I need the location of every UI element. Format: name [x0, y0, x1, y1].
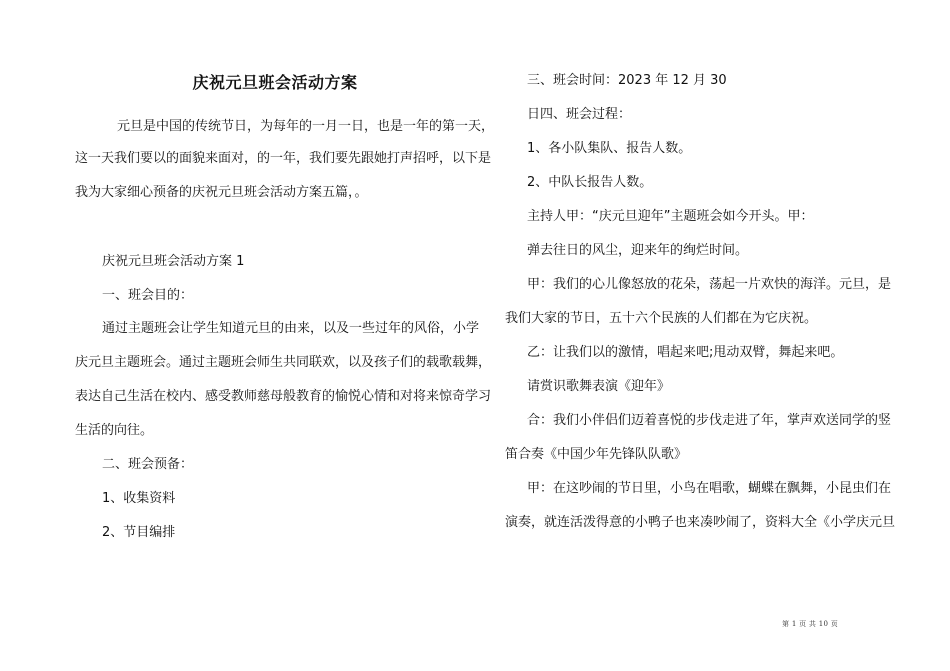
paragraph-line: 这一天我们要以的面貌来面对，的一年，我们要先跟她打声招呼，以下是 — [75, 151, 492, 166]
section-heading: 一、班会目的： — [102, 288, 194, 303]
list-item: 2、中队长报告人数。 — [527, 175, 653, 190]
paragraph-line: 合：我们小伴侣们迈着喜悦的步伐走进了年，掌声欢送同学的竖 — [527, 413, 892, 428]
list-item: 1、各小队集队、报告人数。 — [527, 141, 692, 156]
paragraph-line: 甲：我们的心儿像怒放的花朵，荡起一片欢快的海洋。元旦，是 — [527, 277, 892, 292]
list-item: 1、收集资料 — [102, 491, 176, 506]
paragraph-line: 弹去往日的风尘，迎来年的绚烂时间。 — [527, 243, 749, 258]
section-heading: 日四、班会过程： — [527, 107, 632, 122]
paragraph-line: 庆元旦主题班会。通过主题班会师生共同联欢，以及孩子们的载歌载舞， — [75, 355, 492, 370]
section-heading: 三、班会时间：2023 年 12 月 30 — [527, 73, 727, 88]
paragraph-line: 请赏识歌舞表演《迎年》 — [527, 379, 671, 394]
list-item: 2、节目编排 — [102, 525, 176, 540]
paragraph-line: 通过主题班会让学生知道元旦的由来，以及一些过年的风俗，小学 — [102, 321, 480, 336]
section-heading: 二、班会预备： — [102, 457, 194, 472]
paragraph-line: 元旦是中国的传统节日，为每年的一月一日，也是一年的第一天， — [117, 119, 495, 134]
paragraph-line: 表达自己生活在校内、感受教师慈母般教育的愉悦心情和对将来惊奇学习 — [75, 389, 492, 404]
paragraph-line: 乙：让我们以的激情，唱起来吧;甩动双臂，舞起来吧。 — [527, 345, 844, 360]
section-heading: 庆祝元旦班会活动方案 1 — [102, 254, 245, 269]
paragraph-line: 主持人甲：“庆元旦迎年”主题班会如今开头。甲： — [527, 209, 814, 224]
page-number-footer: 第 1 页 共 10 页 — [782, 620, 839, 628]
paragraph-line: 演奏，就连活泼得意的小鸭子也来凑吵闹了，资料大全《小学庆元旦 — [505, 515, 896, 530]
paragraph-line: 笛合奏《中国少年先锋队队歌》 — [505, 447, 688, 462]
paragraph-line: 我们大家的节日，五十六个民族的人们都在为它庆祝。 — [505, 311, 818, 326]
paragraph-line: 生活的向往。 — [75, 423, 154, 438]
paragraph-line: 我为大家细心预备的庆祝元旦班会活动方案五篇，。 — [75, 185, 368, 200]
paragraph-line: 甲：在这吵闹的节日里，小鸟在唱歌，蝴蝶在飘舞，小昆虫们在 — [527, 481, 892, 496]
document-title: 庆祝元旦班会活动方案 — [192, 73, 358, 92]
